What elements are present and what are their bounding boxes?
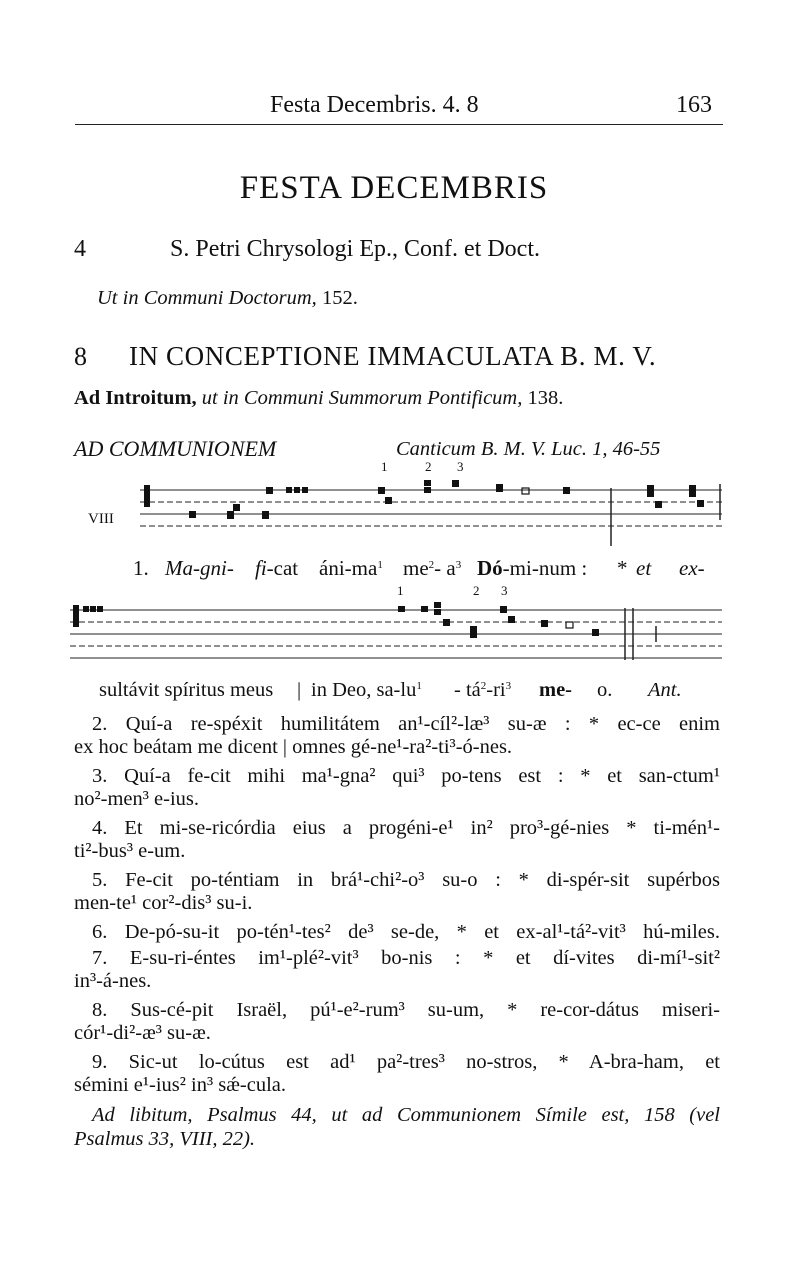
neume <box>655 501 662 508</box>
neume <box>83 606 89 612</box>
feast-4-title: S. Petri Chrysologi Ep., Conf. et Doct. <box>170 236 540 262</box>
text-ant: Ant. <box>648 679 682 701</box>
communion-heading: AD COMMUNIONEM <box>74 436 277 461</box>
text-bar: | <box>297 679 302 701</box>
neume <box>434 602 441 608</box>
neume <box>302 487 308 493</box>
syllable-magni: Ma-gni- <box>165 556 234 580</box>
text-sultavit: sultávit spíritus meus <box>99 679 274 701</box>
staff1-neumes <box>144 480 704 519</box>
neume <box>689 485 696 497</box>
neume <box>421 606 428 612</box>
neume <box>566 622 573 628</box>
text-in-deo: in Deo, sa-lu <box>311 679 417 701</box>
neume <box>443 619 450 626</box>
neume <box>470 626 477 638</box>
neume <box>647 485 654 497</box>
verse-1-number: 1. <box>133 556 149 580</box>
neume <box>541 620 548 627</box>
neume <box>266 487 273 494</box>
introit-bold: Ad Introitum, <box>74 387 197 409</box>
neume <box>522 488 529 494</box>
verse-9: 9. Sic-ut lo-cútus est ad¹ pa²-tres³ no-stros, * A-bra-ham, et sémini e¹-ius² in³ sǽ-cula. <box>74 1051 720 1096</box>
asterisk: * <box>617 556 628 580</box>
feast-8-title: IN CONCEPTIONE IMMACULATA B. M. V. <box>129 341 657 371</box>
neume <box>592 629 599 636</box>
feast-4-reference <box>97 287 358 310</box>
syllable-anima: áni-ma <box>319 556 378 580</box>
staff1-num-2: 2 <box>425 459 432 474</box>
staff2-num-2: 2 <box>473 583 480 598</box>
introit-reference <box>74 387 563 410</box>
verse-5: 5. Fe-cit po-téntiam in brá¹-chi²-o³ su-o : * di-spér-sit supérbos men-te¹ cor²-dis³ su-i. <box>74 869 720 914</box>
neume <box>97 606 103 612</box>
staff-1 <box>0 470 788 550</box>
verse-2: 2. Quí-a re-spéxit humilitátem an¹-cíl²-læ³ su-æ : * ec-ce enim ex hoc beátam me dicent | omnes gé-ne¹-ra²-ti³-ó-nes. <box>74 713 720 758</box>
neume <box>500 606 507 613</box>
feast-4-number: 4 <box>74 236 86 262</box>
header-title: Festa Decembris. 4. 8 <box>270 92 479 118</box>
syllable-cat: -cat <box>266 556 299 580</box>
staff1-num-3: 3 <box>457 459 464 474</box>
neume <box>90 606 96 612</box>
staff2-num-1: 1 <box>397 583 404 598</box>
final-note-line-1: Ad libitum, Psalmus 44, ut ad Communionem Símile est, 158 (vel <box>92 1104 720 1126</box>
verses-block <box>74 713 720 1103</box>
verse-6: 6. De-pó-su-it po-tén¹-tes² de³ se-de, * et ex-al¹-tá²-vit³ hú-miles. <box>92 921 720 943</box>
verse-7: 7. E-su-ri-éntes im¹-plé²-vit³ bo-nis : * et dí-vites di-mí¹-sit² in³-á-nes. <box>74 947 720 992</box>
neume <box>434 609 441 615</box>
verse-3: 3. Quí-a fe-cit mihi ma¹-gna² qui³ po-tens est : * et san-ctum¹ no²-men³ e-ius. <box>74 765 720 810</box>
mode-label: VIII <box>88 511 114 527</box>
final-note-line-2: Psalmus 33, VIII, 22). <box>74 1128 256 1150</box>
neume <box>189 511 196 518</box>
text-me: me- <box>539 679 573 701</box>
neume <box>378 487 385 494</box>
feast-8-number: 8 <box>74 342 87 371</box>
main-title: FESTA DECEMBRIS <box>239 170 549 206</box>
neume <box>563 487 570 494</box>
verse-8: 8. Sus-cé-pit Israël, pú¹-e²-rum³ su-um, * re-cor-dátus miseri- cór¹-di²-æ³ su-æ. <box>74 999 720 1044</box>
neume <box>452 480 459 487</box>
page-number: 163 <box>676 92 712 118</box>
syllable-ex: ex- <box>679 556 705 580</box>
staff1-clef <box>144 485 150 507</box>
introit-page: 138. <box>522 387 564 409</box>
neume <box>424 487 431 493</box>
feast-4-ref-italic: Ut in Communi Doctorum, <box>97 287 317 309</box>
neume <box>286 487 292 493</box>
neume <box>424 480 431 486</box>
final-note <box>74 1103 720 1151</box>
staff2-clef <box>73 605 79 627</box>
staff2-neumes <box>73 602 599 638</box>
neume <box>496 484 503 492</box>
staff2-num-3: 3 <box>501 583 508 598</box>
feast-4-ref-page: 152. <box>316 287 358 309</box>
syllable-fi: fi <box>255 556 267 580</box>
staff-2 <box>0 596 788 672</box>
verse-4: 4. Et mi-se-ricórdia eius a progéni-e¹ in² pro³-gé-nies * ti-mén¹- ti²-bus³ e-um. <box>74 817 720 862</box>
neume <box>262 511 269 519</box>
introit-italic: ut in Communi Summorum Pontificum, <box>196 387 523 409</box>
staff1-num-1: 1 <box>381 459 388 474</box>
canticum-reference: Canticum B. M. V. Luc. 1, 46-55 <box>396 438 661 460</box>
text-o: o. <box>597 679 613 701</box>
neume <box>697 500 704 507</box>
neume <box>294 487 300 493</box>
neume <box>233 504 240 511</box>
header-rule <box>75 124 723 125</box>
syllable-et: et <box>636 556 652 580</box>
syllable-do: Dó <box>477 556 503 580</box>
syllable-me: me <box>403 556 429 580</box>
neume <box>385 497 392 504</box>
neume <box>227 511 234 519</box>
neume <box>398 606 405 612</box>
neume <box>508 616 515 623</box>
